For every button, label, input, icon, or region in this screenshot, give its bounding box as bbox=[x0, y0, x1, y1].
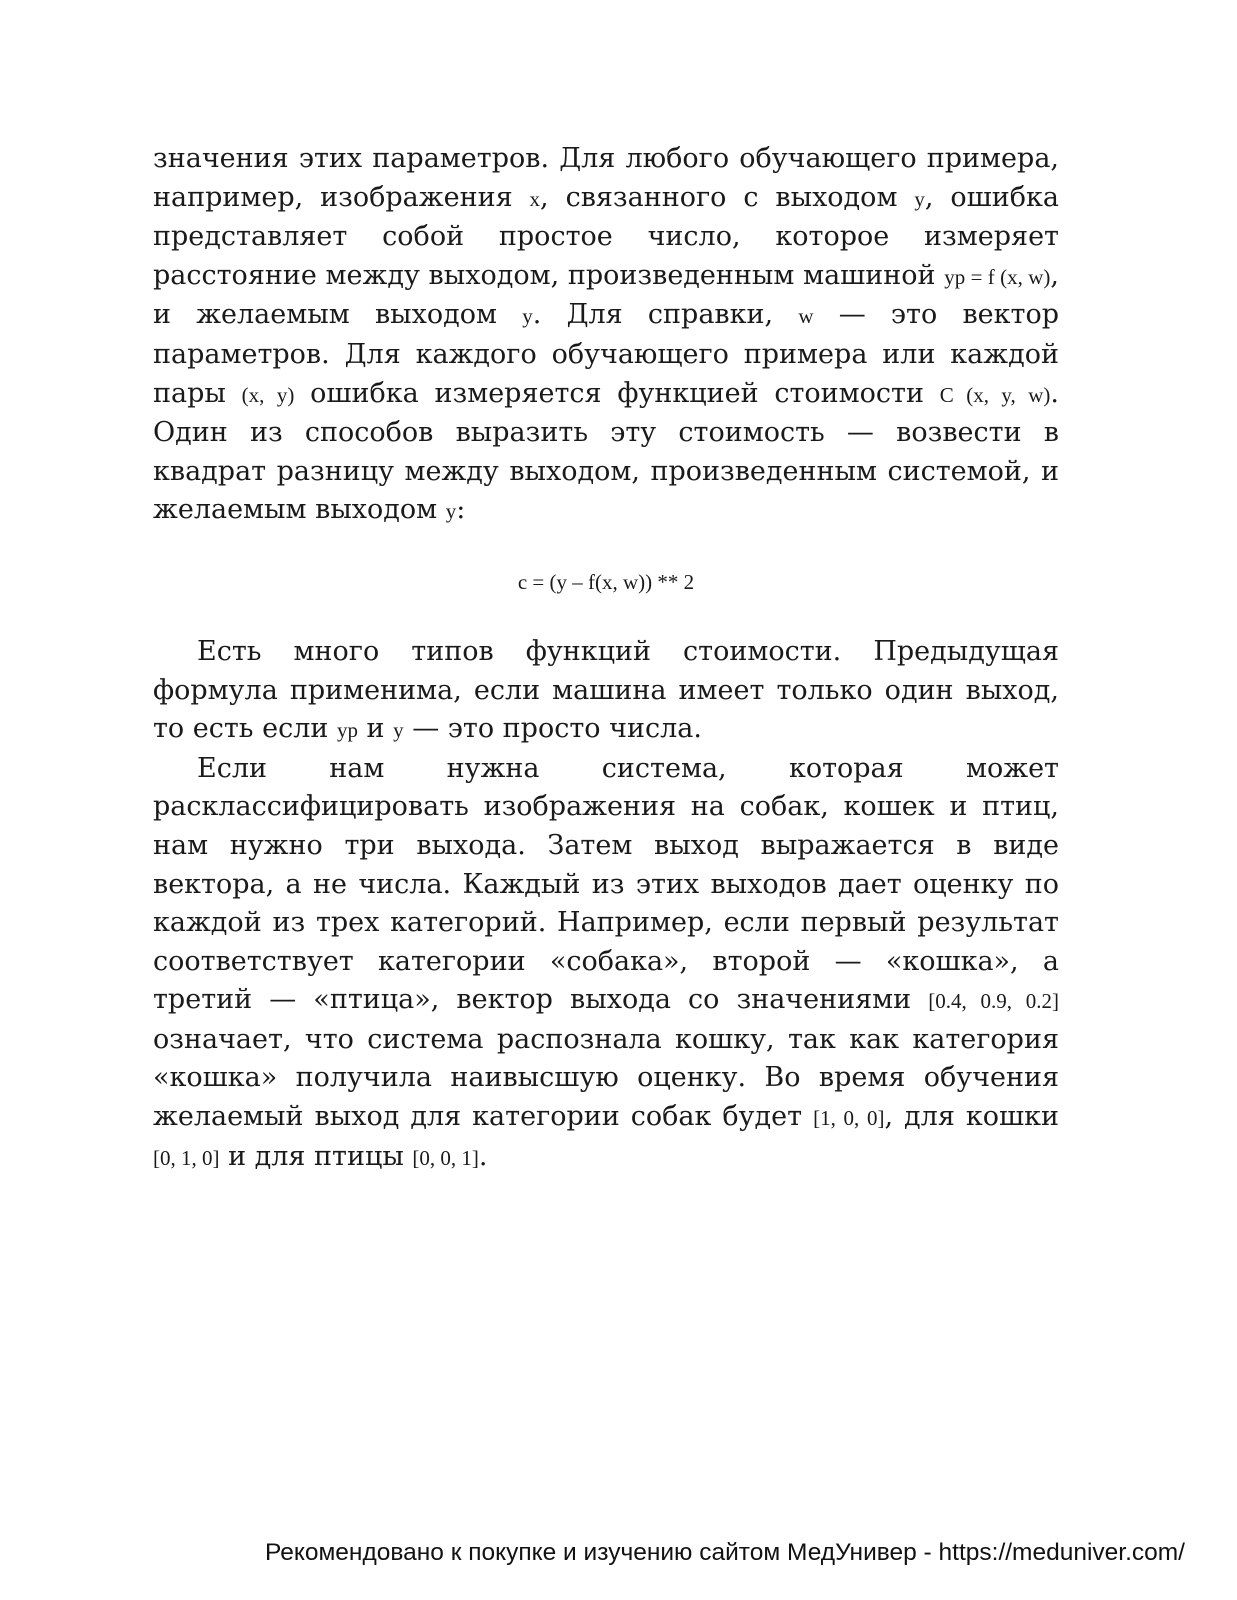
math-inline: y bbox=[914, 186, 925, 211]
text-run: , и желаемым выходом bbox=[153, 259, 1059, 331]
math-inline: x bbox=[529, 186, 541, 211]
text-run: ошибка измеряется функцией стоимости bbox=[294, 377, 940, 409]
paragraph-cost-types bbox=[153, 633, 1059, 750]
math-inline: [1, 0, 0] bbox=[813, 1106, 885, 1131]
text-run: , ошибка представляет собой простое число, которое измеряет расстояние между выходом, произведенным машиной bbox=[153, 181, 1059, 291]
math-inline: y bbox=[445, 499, 457, 524]
cost-formula: c = (y – f(x, w)) ** 2 bbox=[517, 569, 695, 594]
text-run: Есть много типов функций стоимости. Предыдущая формула применима, если машина имеет только один выход, то есть если bbox=[153, 635, 1059, 745]
text-run: , для кошки bbox=[884, 1101, 1059, 1133]
text-run: Если нам нужна система, которая может расклассифицировать изображения на собак, кошек и птиц, нам нужно три выхода. Затем выход выражается в виде вектора, а не числа. Каждый из этих выходов дает оценку по каждой из трех категорий. Например, если первый результат соответствует категории «собака», второй — «кошка», а третий — «птица», вектор выхода со значениями bbox=[153, 752, 1059, 1016]
text-run: значения этих параметров. Для любого обучающего примера, например, изображения bbox=[153, 143, 1059, 213]
math-inline: y bbox=[393, 718, 404, 743]
math-inline: [0, 1, 0] bbox=[153, 1145, 220, 1170]
text-run: : bbox=[456, 494, 466, 526]
math-inline: yp = f (x, w) bbox=[944, 264, 1051, 289]
text-run: — это просто числа. bbox=[403, 713, 702, 745]
text-run: , связанного с выходом bbox=[540, 181, 915, 213]
text-run: . bbox=[478, 1140, 488, 1172]
text-run: означает, что система распознала кошку, так как категория «кошка» получила наивысшую оценку. Во время обучения желаемый выход для категории собак будет bbox=[153, 1023, 1059, 1133]
text-run: — это вектор параметров. Для каждого обучающего примера или каждой пары bbox=[153, 299, 1059, 409]
math-inline: w bbox=[798, 304, 814, 329]
paragraph-cost-definition bbox=[153, 140, 1059, 531]
footer-recommendation: Рекомендовано к покупке и изучению сайтом МедУнивер - https://meduniver.com/ bbox=[264, 1539, 1185, 1566]
text-run: . Один из способов выразить эту стоимость — возвести в квадрат разницу между выходом, произведенным системой, и желаемым выходом bbox=[153, 377, 1059, 526]
paragraph-classification bbox=[153, 750, 1059, 1178]
math-inline: [0.4, 0.9, 0.2] bbox=[928, 989, 1059, 1014]
text-run: и bbox=[357, 713, 394, 745]
body-text bbox=[153, 140, 1059, 1177]
math-inline: (x, y) bbox=[241, 382, 295, 407]
math-inline: C (x, y, w) bbox=[939, 382, 1051, 407]
math-inline: yp bbox=[336, 718, 358, 743]
math-inline: y bbox=[522, 304, 533, 329]
text-run: и для птицы bbox=[219, 1140, 413, 1172]
text-run: . Для справки, bbox=[532, 299, 799, 331]
math-inline: [0, 0, 1] bbox=[412, 1145, 479, 1170]
